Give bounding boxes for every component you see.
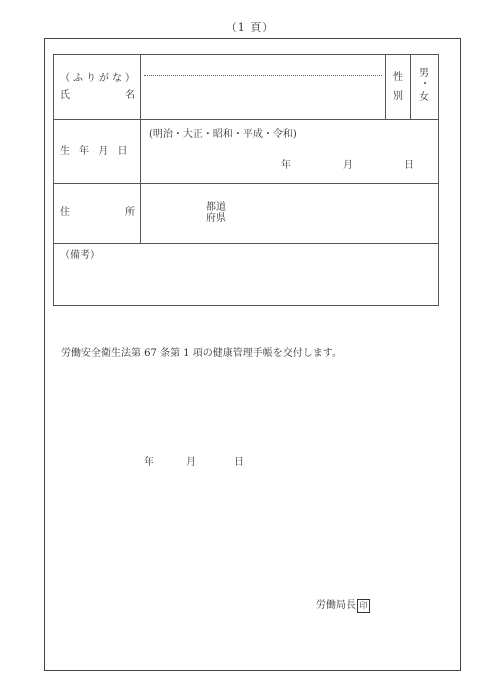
sex-option-female[interactable]: 女 [419, 92, 429, 103]
issuer-title: 労働局長 [316, 600, 356, 611]
sex-value-divider [410, 55, 411, 119]
row-divider-name [54, 119, 438, 120]
address-label-ju: 住 [60, 207, 70, 218]
sex-option-dot: ・ [420, 79, 430, 90]
issue-month-char: 月 [186, 457, 196, 468]
issuer-signature [316, 596, 370, 613]
prefecture-label-bottom: 府県 [206, 213, 226, 224]
personal-info-table [53, 54, 439, 306]
sex-label-divider [385, 55, 386, 119]
birth-date-label: 生 年 月 日 [60, 146, 131, 157]
name-field[interactable] [144, 79, 380, 115]
furigana-guide-line [144, 75, 382, 76]
era-options[interactable]: (明治・大正・昭和・平成・令和) [149, 129, 297, 140]
address-label-sho: 所 [125, 207, 135, 218]
sex-label-sei: 性 [393, 72, 403, 83]
birth-day-char: 日 [404, 160, 414, 171]
row-divider-birth [54, 183, 438, 184]
sex-label-betsu: 別 [393, 91, 403, 102]
seal-icon: 印 [357, 599, 370, 613]
sex-option-male[interactable]: 男 [419, 68, 429, 79]
issue-day-char: 日 [234, 457, 244, 468]
name-label-shi: 氏 [60, 90, 70, 101]
label-column-divider [140, 55, 141, 243]
prefecture-label-top: 都道 [206, 202, 226, 213]
page-number: （1 頁） [225, 21, 275, 34]
issue-year-char: 年 [144, 457, 154, 468]
remarks-label: （備考） [60, 250, 100, 261]
remarks-field[interactable] [58, 265, 434, 301]
birth-month-char: 月 [343, 160, 353, 171]
issue-statement: 労働安全衛生法第 67 条第 1 項の健康管理手帳を交付します。 [61, 348, 343, 359]
furigana-label: （ふりがな） [60, 73, 138, 84]
name-label-mei: 名 [125, 90, 135, 101]
birth-year-char: 年 [281, 160, 291, 171]
address-field[interactable] [144, 187, 434, 239]
row-divider-address [54, 243, 438, 244]
